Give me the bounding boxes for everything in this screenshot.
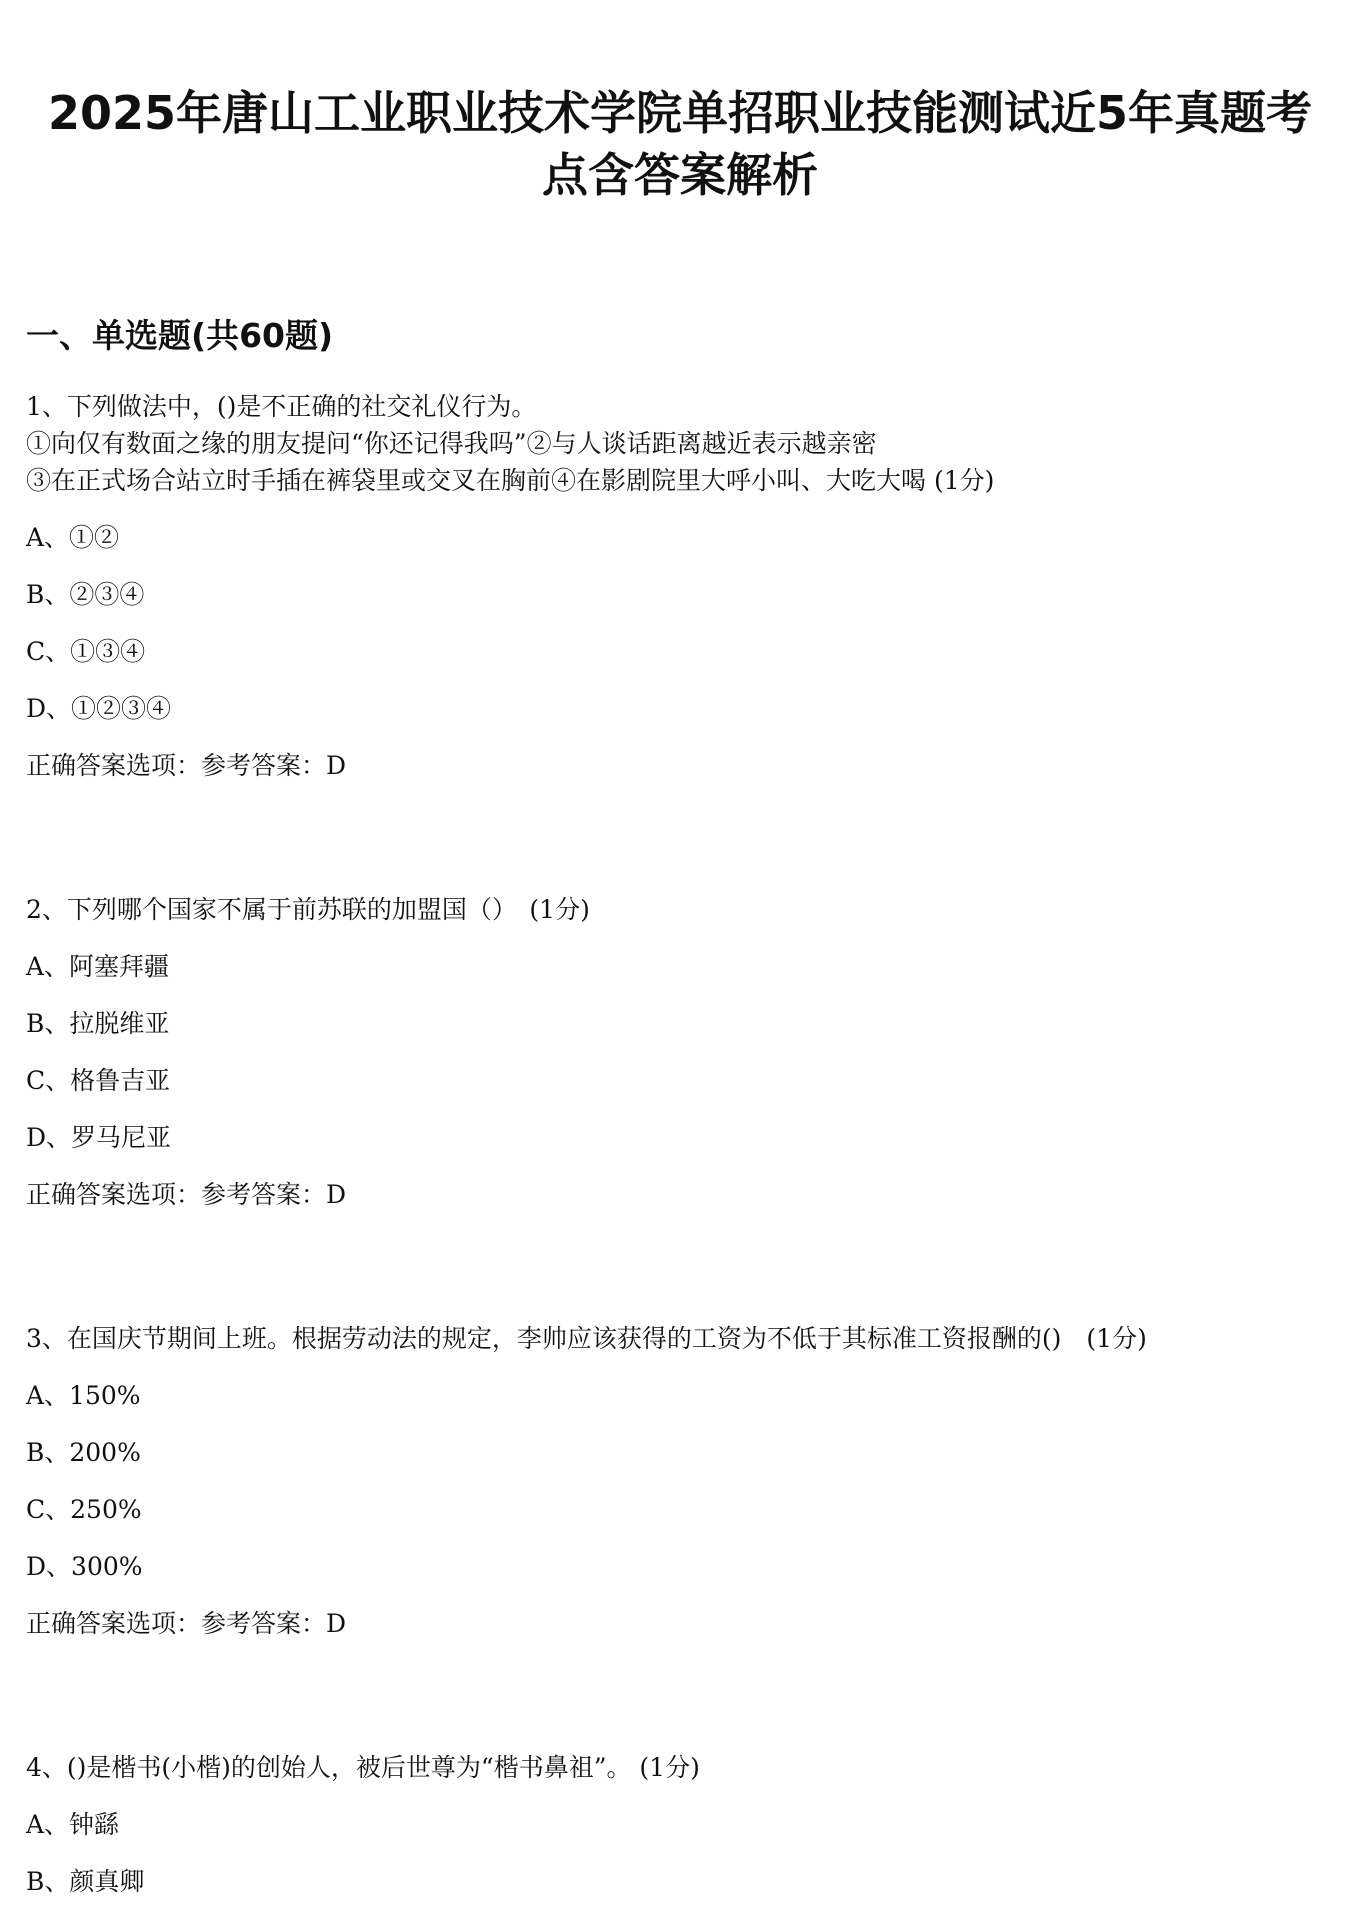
question-stem xyxy=(26,1320,1334,1357)
document-title-line-2: 点含答案解析 xyxy=(542,148,818,202)
option-b: B、200% xyxy=(26,1438,141,1467)
question-stem-line: 2、下列哪个国家不属于前苏联的加盟国（） (1分) xyxy=(26,895,590,924)
question-stem xyxy=(26,891,1334,928)
option-c: C、①③④ xyxy=(26,637,146,666)
question-stem-line: ③在正式场合站立时手插在裤袋里或交叉在胸前④在影剧院里大呼小叫、大吃大喝 (1分) xyxy=(26,466,995,495)
question-stem-line: ①向仅有数面之缘的朋友提问“你还记得我吗”②与人谈话距离越近表示越亲密 xyxy=(26,429,877,458)
option-a: A、钟繇 xyxy=(26,1810,120,1839)
question-stem xyxy=(26,388,1334,499)
option-c: C、格鲁吉亚 xyxy=(26,1066,171,1095)
question-3 xyxy=(26,1320,1334,1642)
question-4 xyxy=(26,1749,1334,1900)
section-heading: 一、单选题(共60题) xyxy=(26,316,334,355)
option-d: D、罗马尼亚 xyxy=(26,1123,172,1152)
question-stem-line: 4、()是楷书(小楷)的创始人，被后世尊为“楷书鼻祖”。 (1分) xyxy=(26,1753,700,1782)
answer-line: 正确答案选项：参考答案：D xyxy=(26,1180,347,1209)
question-stem xyxy=(26,1749,1334,1786)
question-1 xyxy=(26,388,1334,784)
answer-line: 正确答案选项：参考答案：D xyxy=(26,751,347,780)
document-title-line-1: 2025年唐山工业职业技术学院单招职业技能测试近5年真题考 xyxy=(47,86,1313,140)
answer-line: 正确答案选项：参考答案：D xyxy=(26,1609,347,1638)
option-b: B、颜真卿 xyxy=(26,1867,145,1896)
option-b: B、拉脱维亚 xyxy=(26,1009,170,1038)
option-c: C、250% xyxy=(26,1495,142,1524)
option-a: A、①② xyxy=(26,523,120,552)
question-stem-line: 3、在国庆节期间上班。根据劳动法的规定，李帅应该获得的工资为不低于其标准工资报酬的() (1分) xyxy=(26,1324,1147,1353)
document-title xyxy=(26,82,1334,206)
option-b: B、②③④ xyxy=(26,580,145,609)
option-a: A、阿塞拜疆 xyxy=(26,952,170,981)
option-d: D、①②③④ xyxy=(26,694,172,723)
option-d: D、300% xyxy=(26,1552,143,1581)
question-stem-line: 1、下列做法中，()是不正确的社交礼仪行为。 xyxy=(26,392,537,421)
question-2 xyxy=(26,891,1334,1213)
option-a: A、150% xyxy=(26,1381,141,1410)
